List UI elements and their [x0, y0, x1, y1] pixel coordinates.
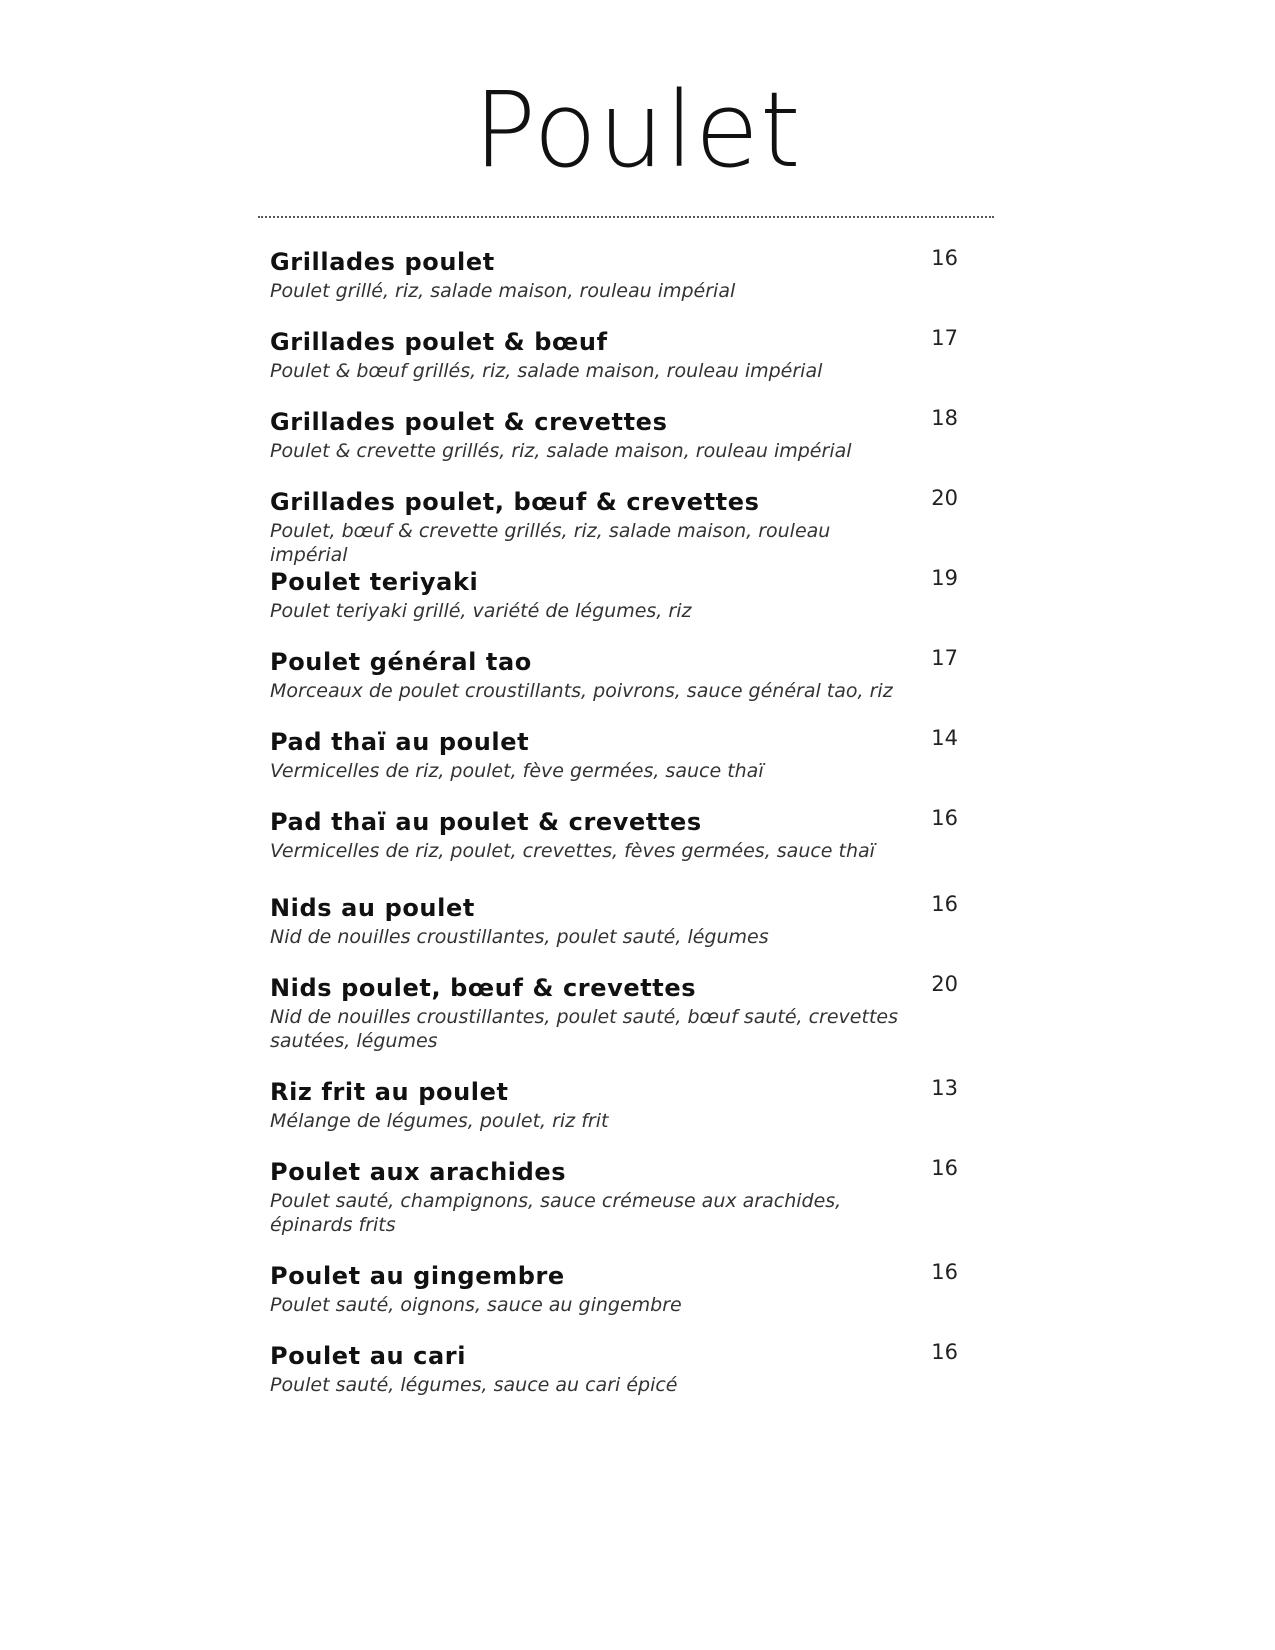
menu-item-name: Poulet général tao	[270, 648, 532, 676]
menu-item-name: Grillades poulet, bœuf & crevettes	[270, 488, 760, 516]
menu-item-name: Riz frit au poulet	[270, 1078, 509, 1106]
menu-item-price: 17	[931, 646, 958, 670]
menu-item-description: Nid de nouilles croustillantes, poulet sauté, bœuf sauté, crevettes sautées, légumes	[270, 1006, 898, 1052]
menu-item-price: 20	[931, 486, 958, 510]
menu-item-description: Poulet & crevette grillés, riz, salade maison, rouleau impérial	[270, 440, 852, 462]
menu-item-price: 13	[931, 1076, 958, 1100]
menu-item-price: 19	[931, 566, 958, 590]
menu-item-name: Poulet aux arachides	[270, 1158, 567, 1186]
menu-item-description: Poulet & bœuf grillés, riz, salade maison, rouleau impérial	[270, 360, 823, 382]
menu-item-price: 18	[931, 406, 958, 430]
menu-item-description: Mélange de légumes, poulet, riz frit	[270, 1110, 609, 1132]
menu-item-name: Grillades poulet & bœuf	[270, 328, 608, 356]
menu-item-price: 20	[931, 972, 958, 996]
menu-item-description: Poulet sauté, légumes, sauce au cari épicé	[270, 1374, 678, 1396]
menu-item-name: Poulet au cari	[270, 1342, 467, 1370]
menu-item-name: Nids au poulet	[270, 894, 475, 922]
menu-item-name: Grillades poulet	[270, 248, 495, 276]
menu-item-price: 16	[931, 1340, 958, 1364]
menu-item-price: 14	[931, 726, 958, 750]
menu-item-name: Pad thaï au poulet & crevettes	[270, 808, 702, 836]
menu-item-description: Poulet grillé, riz, salade maison, rouleau impérial	[270, 280, 736, 302]
menu-item-description: Morceaux de poulet croustillants, poivrons, sauce général tao, riz	[270, 680, 893, 702]
menu-item-description: Vermicelles de riz, poulet, fève germées, sauce thaï	[270, 760, 764, 782]
title-divider	[258, 216, 994, 218]
menu-item-name: Pad thaï au poulet	[270, 728, 530, 756]
menu-item-description: Poulet sauté, champignons, sauce crémeuse aux arachides, épinards frits	[270, 1190, 842, 1236]
menu-item-description: Poulet, bœuf & crevette grillés, riz, salade maison, rouleau impérial	[270, 520, 831, 566]
menu-item-name: Poulet au gingembre	[270, 1262, 565, 1290]
menu-item-price: 16	[931, 1156, 958, 1180]
menu-item-description: Poulet teriyaki grillé, variété de légumes, riz	[270, 600, 692, 622]
menu-item-price: 16	[931, 1260, 958, 1284]
menu-item-price: 16	[931, 892, 958, 916]
menu-item-name: Grillades poulet & crevettes	[270, 408, 668, 436]
menu-item-name: Nids poulet, bœuf & crevettes	[270, 974, 697, 1002]
page-title: Poulet	[473, 69, 802, 191]
menu-item-price: 16	[931, 806, 958, 830]
menu-item-price: 17	[931, 326, 958, 350]
menu-item-description: Poulet sauté, oignons, sauce au gingembre	[270, 1294, 682, 1316]
menu-item-name: Poulet teriyaki	[270, 568, 479, 596]
menu-item-price: 16	[931, 246, 958, 270]
menu-item-description: Vermicelles de riz, poulet, crevettes, fèves germées, sauce thaï	[270, 840, 875, 862]
menu-item-description: Nid de nouilles croustillantes, poulet sauté, légumes	[270, 926, 769, 948]
